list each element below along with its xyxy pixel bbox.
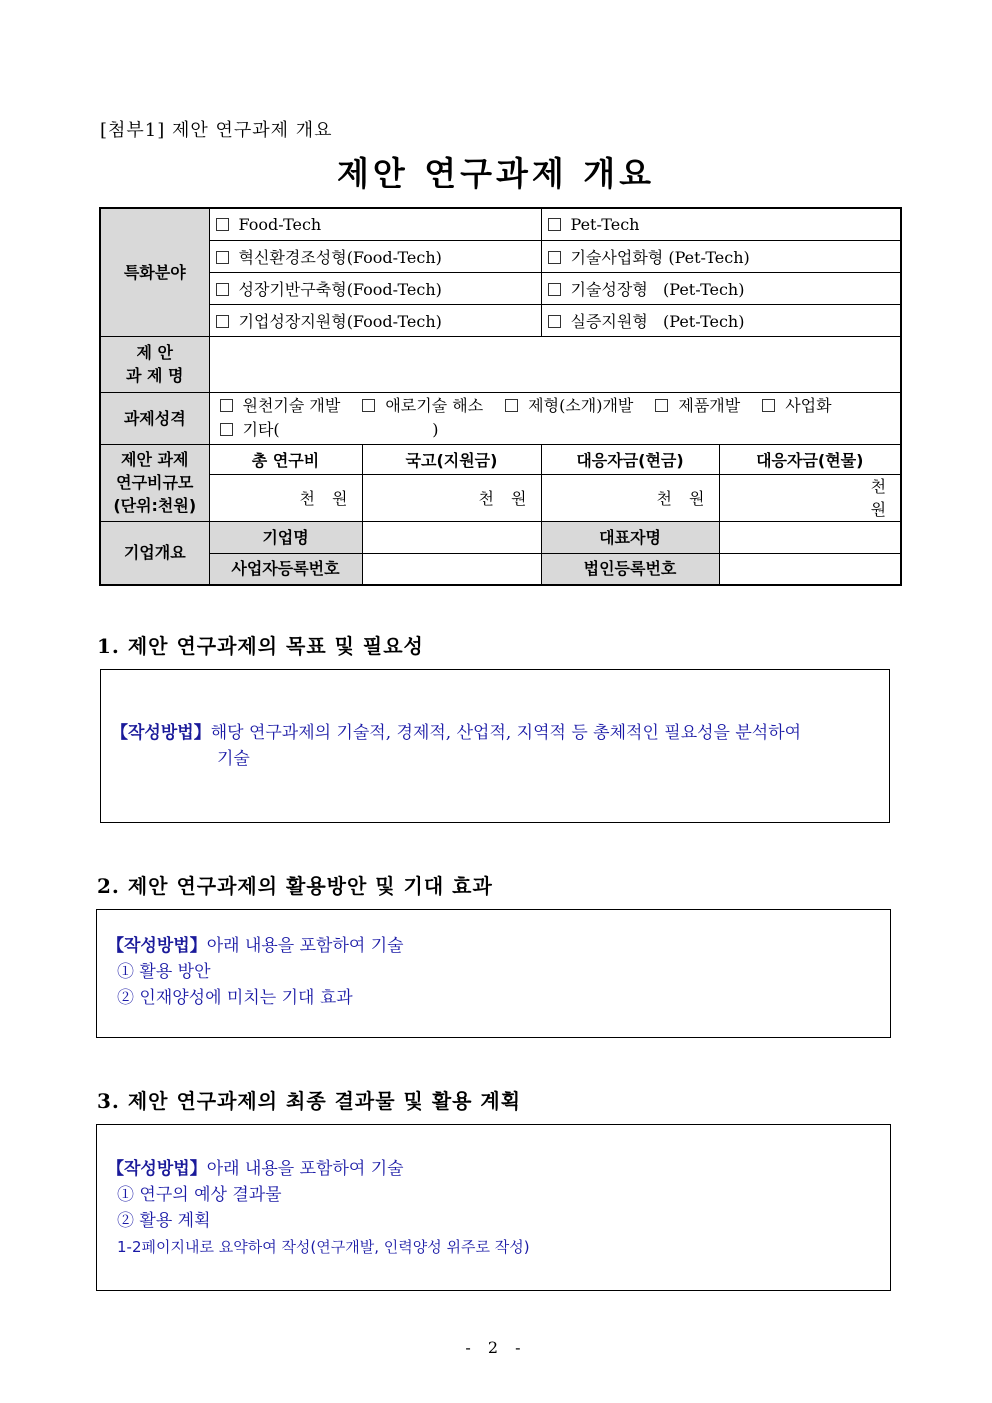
representative-label: 대표자명	[541, 521, 719, 553]
section-3-note: 1-2페이지내로 요약하여 작성(연구개발, 인력양성 위주로 작성)	[117, 1238, 530, 1256]
checkbox-icon[interactable]	[220, 423, 233, 436]
specialty-option[interactable]: 성장기반구축형(Food-Tech)	[209, 272, 541, 304]
section-2-heading: 2. 제안 연구과제의 활용방안 및 기대 효과	[97, 874, 493, 898]
budget-header: 제안 과제 연구비규모 (단위:천원)	[100, 444, 209, 521]
budget-total-field[interactable]: 천 원	[209, 474, 362, 521]
specialty-option[interactable]: 기술성장형 (Pet-Tech)	[541, 272, 901, 304]
nature-header: 과제성격	[100, 392, 209, 444]
section-1-instruction-cont: 기술	[217, 749, 250, 769]
checkbox-icon[interactable]	[655, 399, 668, 412]
representative-field[interactable]	[719, 521, 901, 553]
budget-col-total: 총 연구비	[209, 444, 362, 474]
specialty-option[interactable]: Pet-Tech	[541, 208, 901, 240]
business-reg-label: 사업자등록번호	[209, 553, 362, 585]
nature-option[interactable]: 제형(소개)개발	[505, 396, 633, 415]
checkbox-icon[interactable]	[548, 218, 561, 231]
section-1-instruction: 【작성방법】해당 연구과제의 기술적, 경제적, 산업적, 지역적 등 총체적인 필요성을 분석하여	[111, 723, 802, 743]
section-2-instruction: 【작성방법】아래 내용을 포함하여 기술	[107, 936, 404, 956]
nature-option[interactable]: 애로기술 해소	[362, 396, 483, 415]
budget-col-inkind: 대응자금(현물)	[719, 444, 901, 474]
checkbox-icon[interactable]	[548, 315, 561, 328]
project-name-field[interactable]	[209, 336, 901, 392]
company-header: 기업개요	[100, 521, 209, 585]
project-name-header: 제 안 과 제 명	[100, 336, 209, 392]
specialty-header: 특화분야	[100, 208, 209, 336]
budget-inkind-field[interactable]: 천 원	[719, 474, 901, 521]
budget-national-field[interactable]: 천 원	[362, 474, 541, 521]
section-1-heading: 1. 제안 연구과제의 목표 및 필요성	[97, 634, 424, 658]
section-3-instruction: 【작성방법】아래 내용을 포함하여 기술	[107, 1159, 404, 1179]
checkbox-icon[interactable]	[762, 399, 775, 412]
budget-cash-field[interactable]: 천 원	[541, 474, 719, 521]
specialty-option[interactable]: 기술사업화형 (Pet-Tech)	[541, 240, 901, 272]
checkbox-icon[interactable]	[216, 283, 229, 296]
checkbox-icon[interactable]	[548, 251, 561, 264]
nature-option[interactable]: 제품개발	[655, 396, 740, 415]
checkbox-icon[interactable]	[505, 399, 518, 412]
budget-col-national: 국고(지원금)	[362, 444, 541, 474]
section-3-item: ② 활용 계획	[117, 1211, 211, 1231]
corporate-reg-field[interactable]	[719, 553, 901, 585]
business-reg-field[interactable]	[362, 553, 541, 585]
section-3-item: ① 연구의 예상 결과물	[117, 1185, 282, 1205]
nature-option[interactable]: 사업화	[762, 396, 831, 415]
corporate-reg-label: 법인등록번호	[541, 553, 719, 585]
checkbox-icon[interactable]	[216, 251, 229, 264]
company-name-label: 기업명	[209, 521, 362, 553]
project-overview-table	[99, 207, 902, 586]
checkbox-icon[interactable]	[216, 218, 229, 231]
specialty-option[interactable]: 혁신환경조성형(Food-Tech)	[209, 240, 541, 272]
section-1-input-box[interactable]	[100, 669, 890, 823]
section-3-heading: 3. 제안 연구과제의 최종 결과물 및 활용 계획	[97, 1089, 522, 1113]
section-2-item: ② 인재양성에 미치는 기대 효과	[117, 988, 353, 1008]
attachment-label: [첨부1] 제안 연구과제 개요	[100, 120, 333, 141]
specialty-option[interactable]: 실증지원형 (Pet-Tech)	[541, 304, 901, 336]
page-number: - 2 -	[465, 1338, 527, 1357]
budget-col-cash: 대응자금(현금)	[541, 444, 719, 474]
checkbox-icon[interactable]	[220, 399, 233, 412]
section-3-input-box[interactable]	[96, 1124, 891, 1291]
nature-options	[209, 392, 901, 444]
nature-option-other[interactable]: 기타( )	[220, 418, 895, 442]
company-name-field[interactable]	[362, 521, 541, 553]
checkbox-icon[interactable]	[216, 315, 229, 328]
section-2-input-box[interactable]	[96, 909, 891, 1038]
nature-option[interactable]: 원천기술 개발	[220, 396, 341, 415]
checkbox-icon[interactable]	[548, 283, 561, 296]
section-2-item: ① 활용 방안	[117, 962, 211, 982]
specialty-option[interactable]: Food-Tech	[209, 208, 541, 240]
checkbox-icon[interactable]	[362, 399, 375, 412]
page-title: 제안 연구과제 개요	[336, 154, 655, 193]
specialty-option[interactable]: 기업성장지원형(Food-Tech)	[209, 304, 541, 336]
